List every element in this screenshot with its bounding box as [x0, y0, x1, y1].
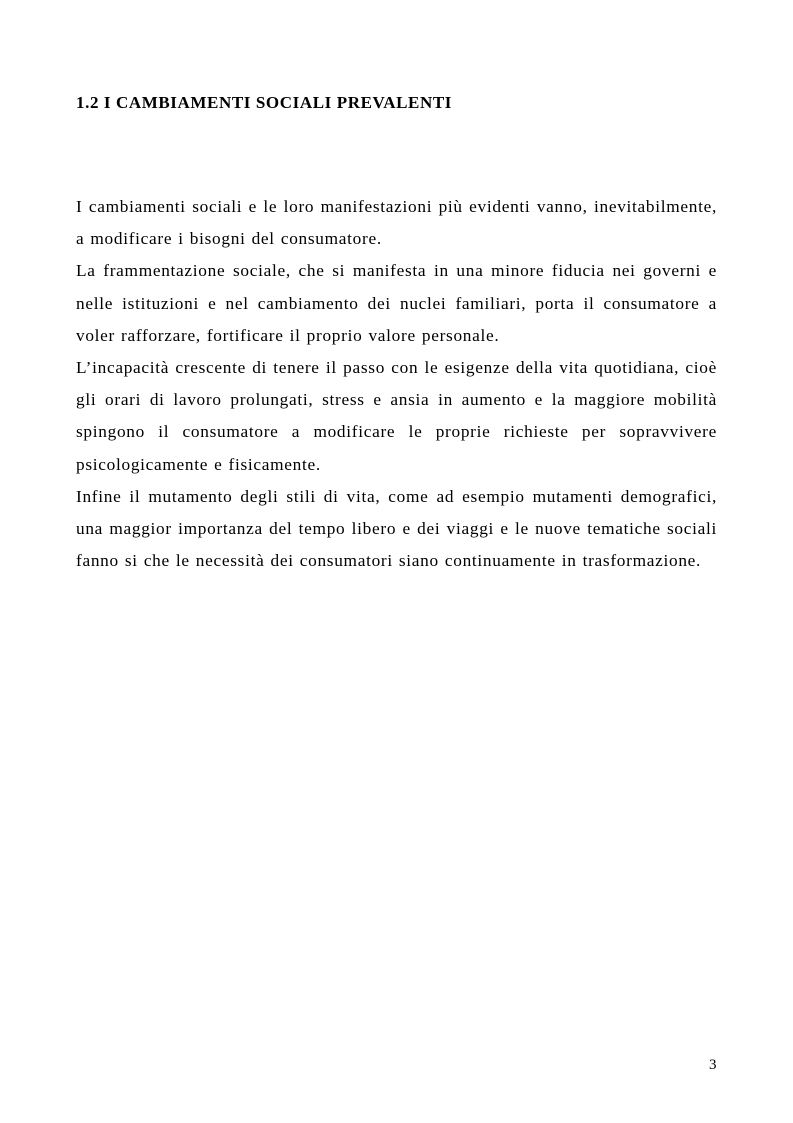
section-heading: 1.2 I CAMBIAMENTI SOCIALI PREVALENTI — [76, 93, 452, 112]
paragraph-2: La frammentazione sociale, che si manifesta in una minore fiducia nei governi e nelle istituzioni e nel cambiamento dei nuclei familiari, porta il consumatore a voler rafforzare, fortificare il proprio valore personale. — [76, 261, 717, 345]
paragraph-4: Infine il mutamento degli stili di vita, come ad esempio mutamenti demografici, una maggior importanza del tempo libero e dei viaggi e le nuove tematiche sociali fanno si che le necessità dei consumatori siano continuamente in trasformazione. — [76, 486, 717, 571]
body-text — [76, 191, 717, 577]
paragraph-1: I cambiamenti sociali e le loro manifestazioni più evidenti vanno, inevitabilmente, a modificare i bisogni del consumatore. — [76, 197, 717, 249]
page-number: 3 — [709, 1057, 717, 1073]
paragraph-3: L’incapacità crescente di tenere il passo con le esigenze della vita quotidiana, cioè gli orari di lavoro prolungati, stress e ansia in aumento e la maggiore mobilità spingono il consumatore a modificare le proprie richieste per sopravvivere psicologicamente e fisicamente. — [76, 358, 717, 474]
